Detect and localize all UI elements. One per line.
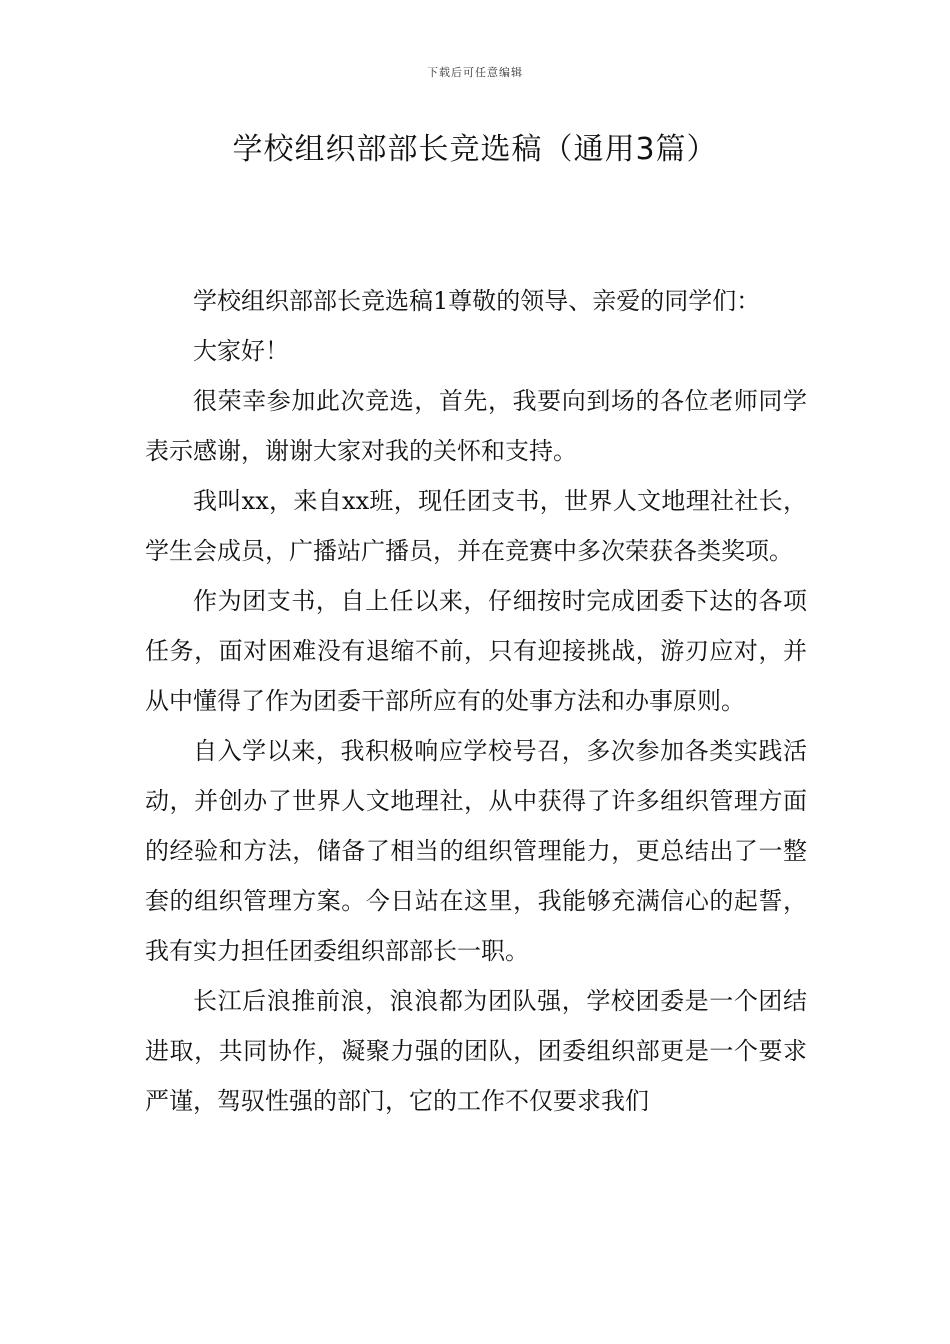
paragraph: 自入学以来，我积极响应学校号召，多次参加各类实践活动，并创办了世界人文地理社，从中获得了许多组织管理方面的经验和方法，储备了相当的组织管理能力，更总结出了一整套的组织管理方案。今日站在这里，我能够充满信心的起誓，我有实力担任团委组织部部长一职。 <box>145 737 807 965</box>
paragraph-greeting: 大家好！ <box>193 337 289 365</box>
document-body <box>145 276 807 1126</box>
paragraph: 作为团支书，自上任以来，仔细按时完成团委下达的各项任务，面对困难没有退缩不前，只有迎接挑战，游刃应对，并从中懂得了作为团委干部所应有的处事方法和办事原则。 <box>145 587 807 715</box>
document-title: 学校组织部部长竞选稿（通用3篇） <box>232 132 718 167</box>
paragraph-salutation: 学校组织部部长竞选稿1尊敬的领导、亲爱的同学们： <box>193 287 761 315</box>
header-note: 下载后可任意编辑 <box>427 66 523 79</box>
paragraph: 长江后浪推前浪，浪浪都为团队强，学校团委是一个团结进取，共同协作，凝聚力强的团队，团委组织部更是一个要求严谨，驾驭性强的部门，它的工作不仅要求我们 <box>145 987 807 1115</box>
paragraph: 我叫xx，来自xx班，现任团支书，世界人文地理社社长，学生会成员，广播站广播员，并在竞赛中多次荣获各类奖项。 <box>145 487 807 565</box>
paragraph: 很荣幸参加此次竞选，首先，我要向到场的各位老师同学表示感谢，谢谢大家对我的关怀和支持。 <box>145 387 807 465</box>
